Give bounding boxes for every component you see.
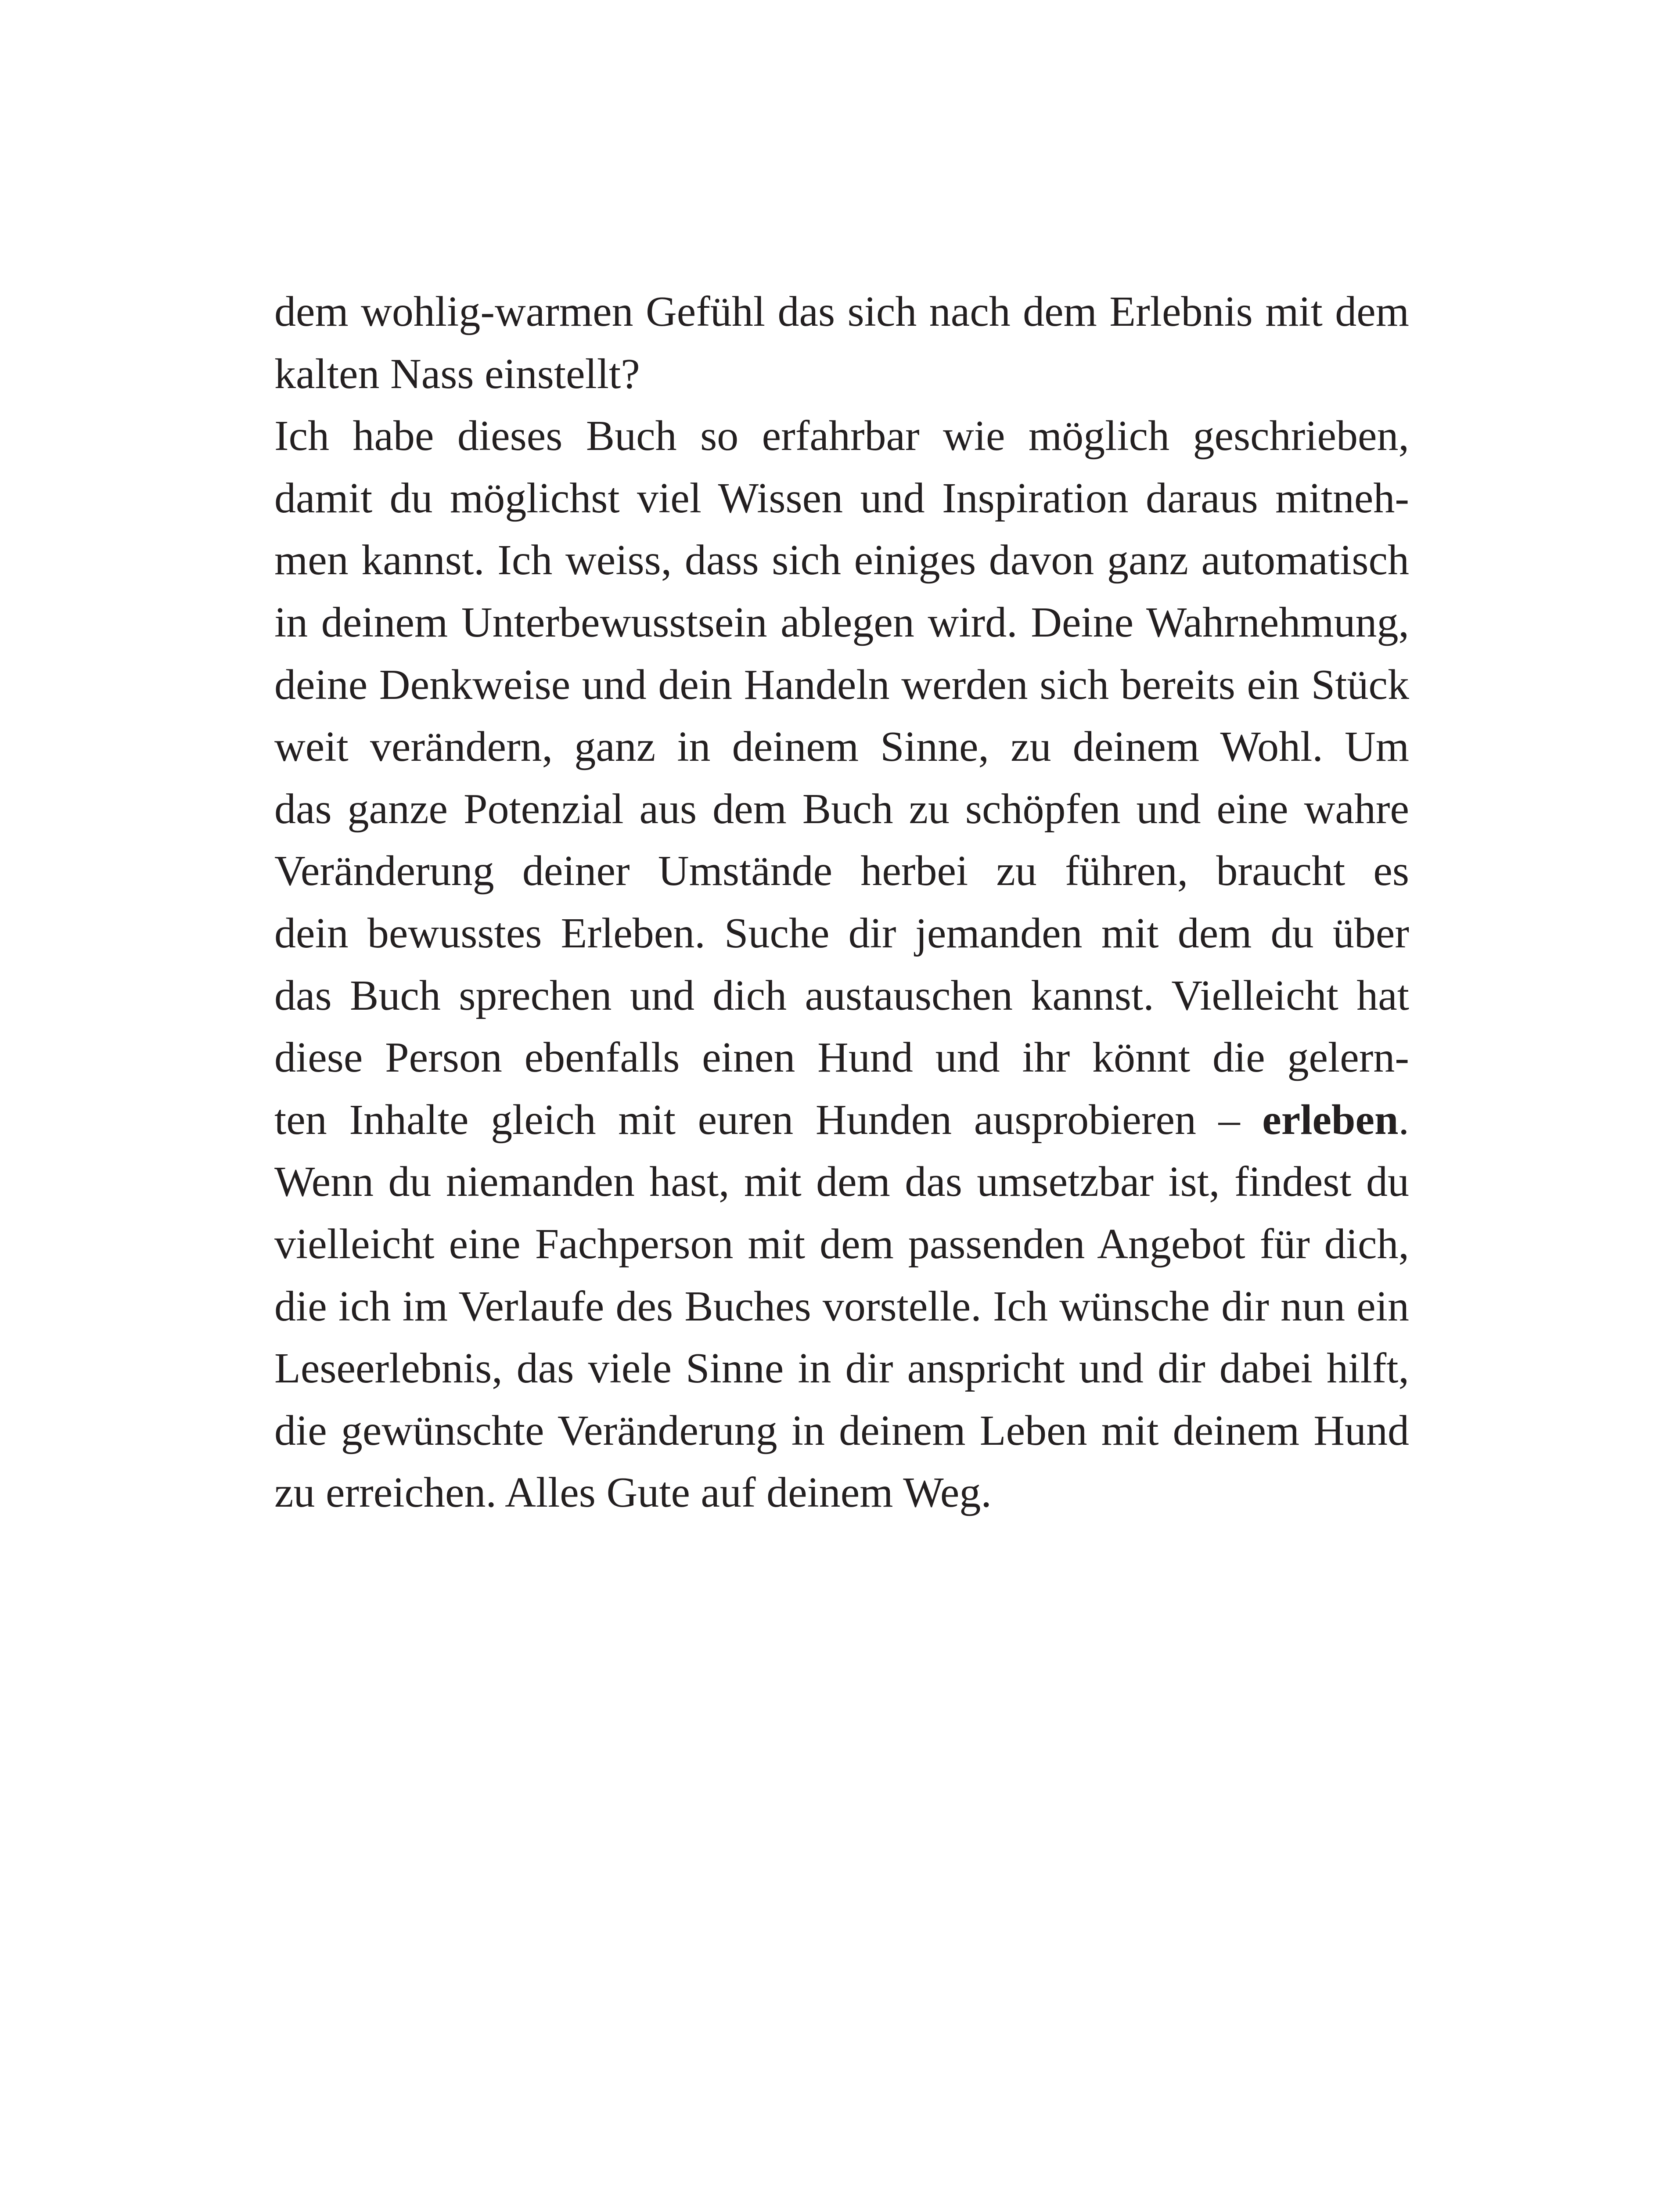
text-line: kalten Nass einstellt? (274, 350, 640, 398)
emphasis-punctuation: . (1398, 1096, 1410, 1144)
text-line: das ganze Potenzial aus dem Buch zu schöpfen und eine wahre (274, 785, 1409, 833)
body-text (274, 281, 1409, 1524)
text-line: men kannst. Ich weiss, dass sich einiges davon ganz automatisch (274, 536, 1409, 584)
text-line: Ich habe dieses Buch so erfahrbar wie möglich geschrieben, (274, 412, 1409, 460)
text-line: das Buch sprechen und dich austauschen kannst. Vielleicht hat (274, 972, 1409, 1019)
text-line: Veränderung deiner Umstände herbei zu führen, braucht es (274, 847, 1409, 895)
text-line: dem wohlig-warmen Gefühl das sich nach dem Erlebnis mit dem (274, 288, 1409, 335)
emphasis-word (1262, 1096, 1409, 1144)
text-line: Wenn du niemanden hast, mit dem das umsetzbar ist, findest du (274, 1158, 1409, 1206)
text-line: vielleicht eine Fachperson mit dem passenden Angebot für dich, (274, 1220, 1409, 1268)
text-line: in deinem Unterbewusstsein ablegen wird. Deine Wahrnehmung, (274, 598, 1409, 646)
text-line: die ich im Verlaufe des Buches vorstelle. Ich wünsche dir nun ein (274, 1282, 1409, 1330)
text-line: damit du möglichst viel Wissen und Inspiration daraus mitneh- (274, 474, 1409, 522)
text-line: dein bewusstes Erleben. Suche dir jemanden mit dem du über (274, 909, 1409, 957)
emphasized-text: erleben (1262, 1096, 1399, 1144)
text-line: deine Denkweise und dein Handeln werden sich bereits ein Stück (274, 661, 1409, 709)
text-line: die gewünschte Veränderung in deinem Leben mit deinem Hund (274, 1407, 1409, 1454)
text-line-with-emphasis (274, 1089, 1409, 1151)
text-line: Leseerlebnis, das viele Sinne in dir anspricht und dir dabei hilft, (274, 1345, 1409, 1393)
text-line: weit verändern, ganz in deinem Sinne, zu deinem Wohl. Um (274, 723, 1409, 771)
text-line: diese Person ebenfalls einen Hund und ihr könnt die gelern- (274, 1034, 1409, 1082)
text-line: zu erreichen. Alles Gute auf deinem Weg. (274, 1469, 992, 1517)
text-line-segment: ten Inhalte gleich mit euren Hunden ausprobieren – (274, 1096, 1240, 1144)
